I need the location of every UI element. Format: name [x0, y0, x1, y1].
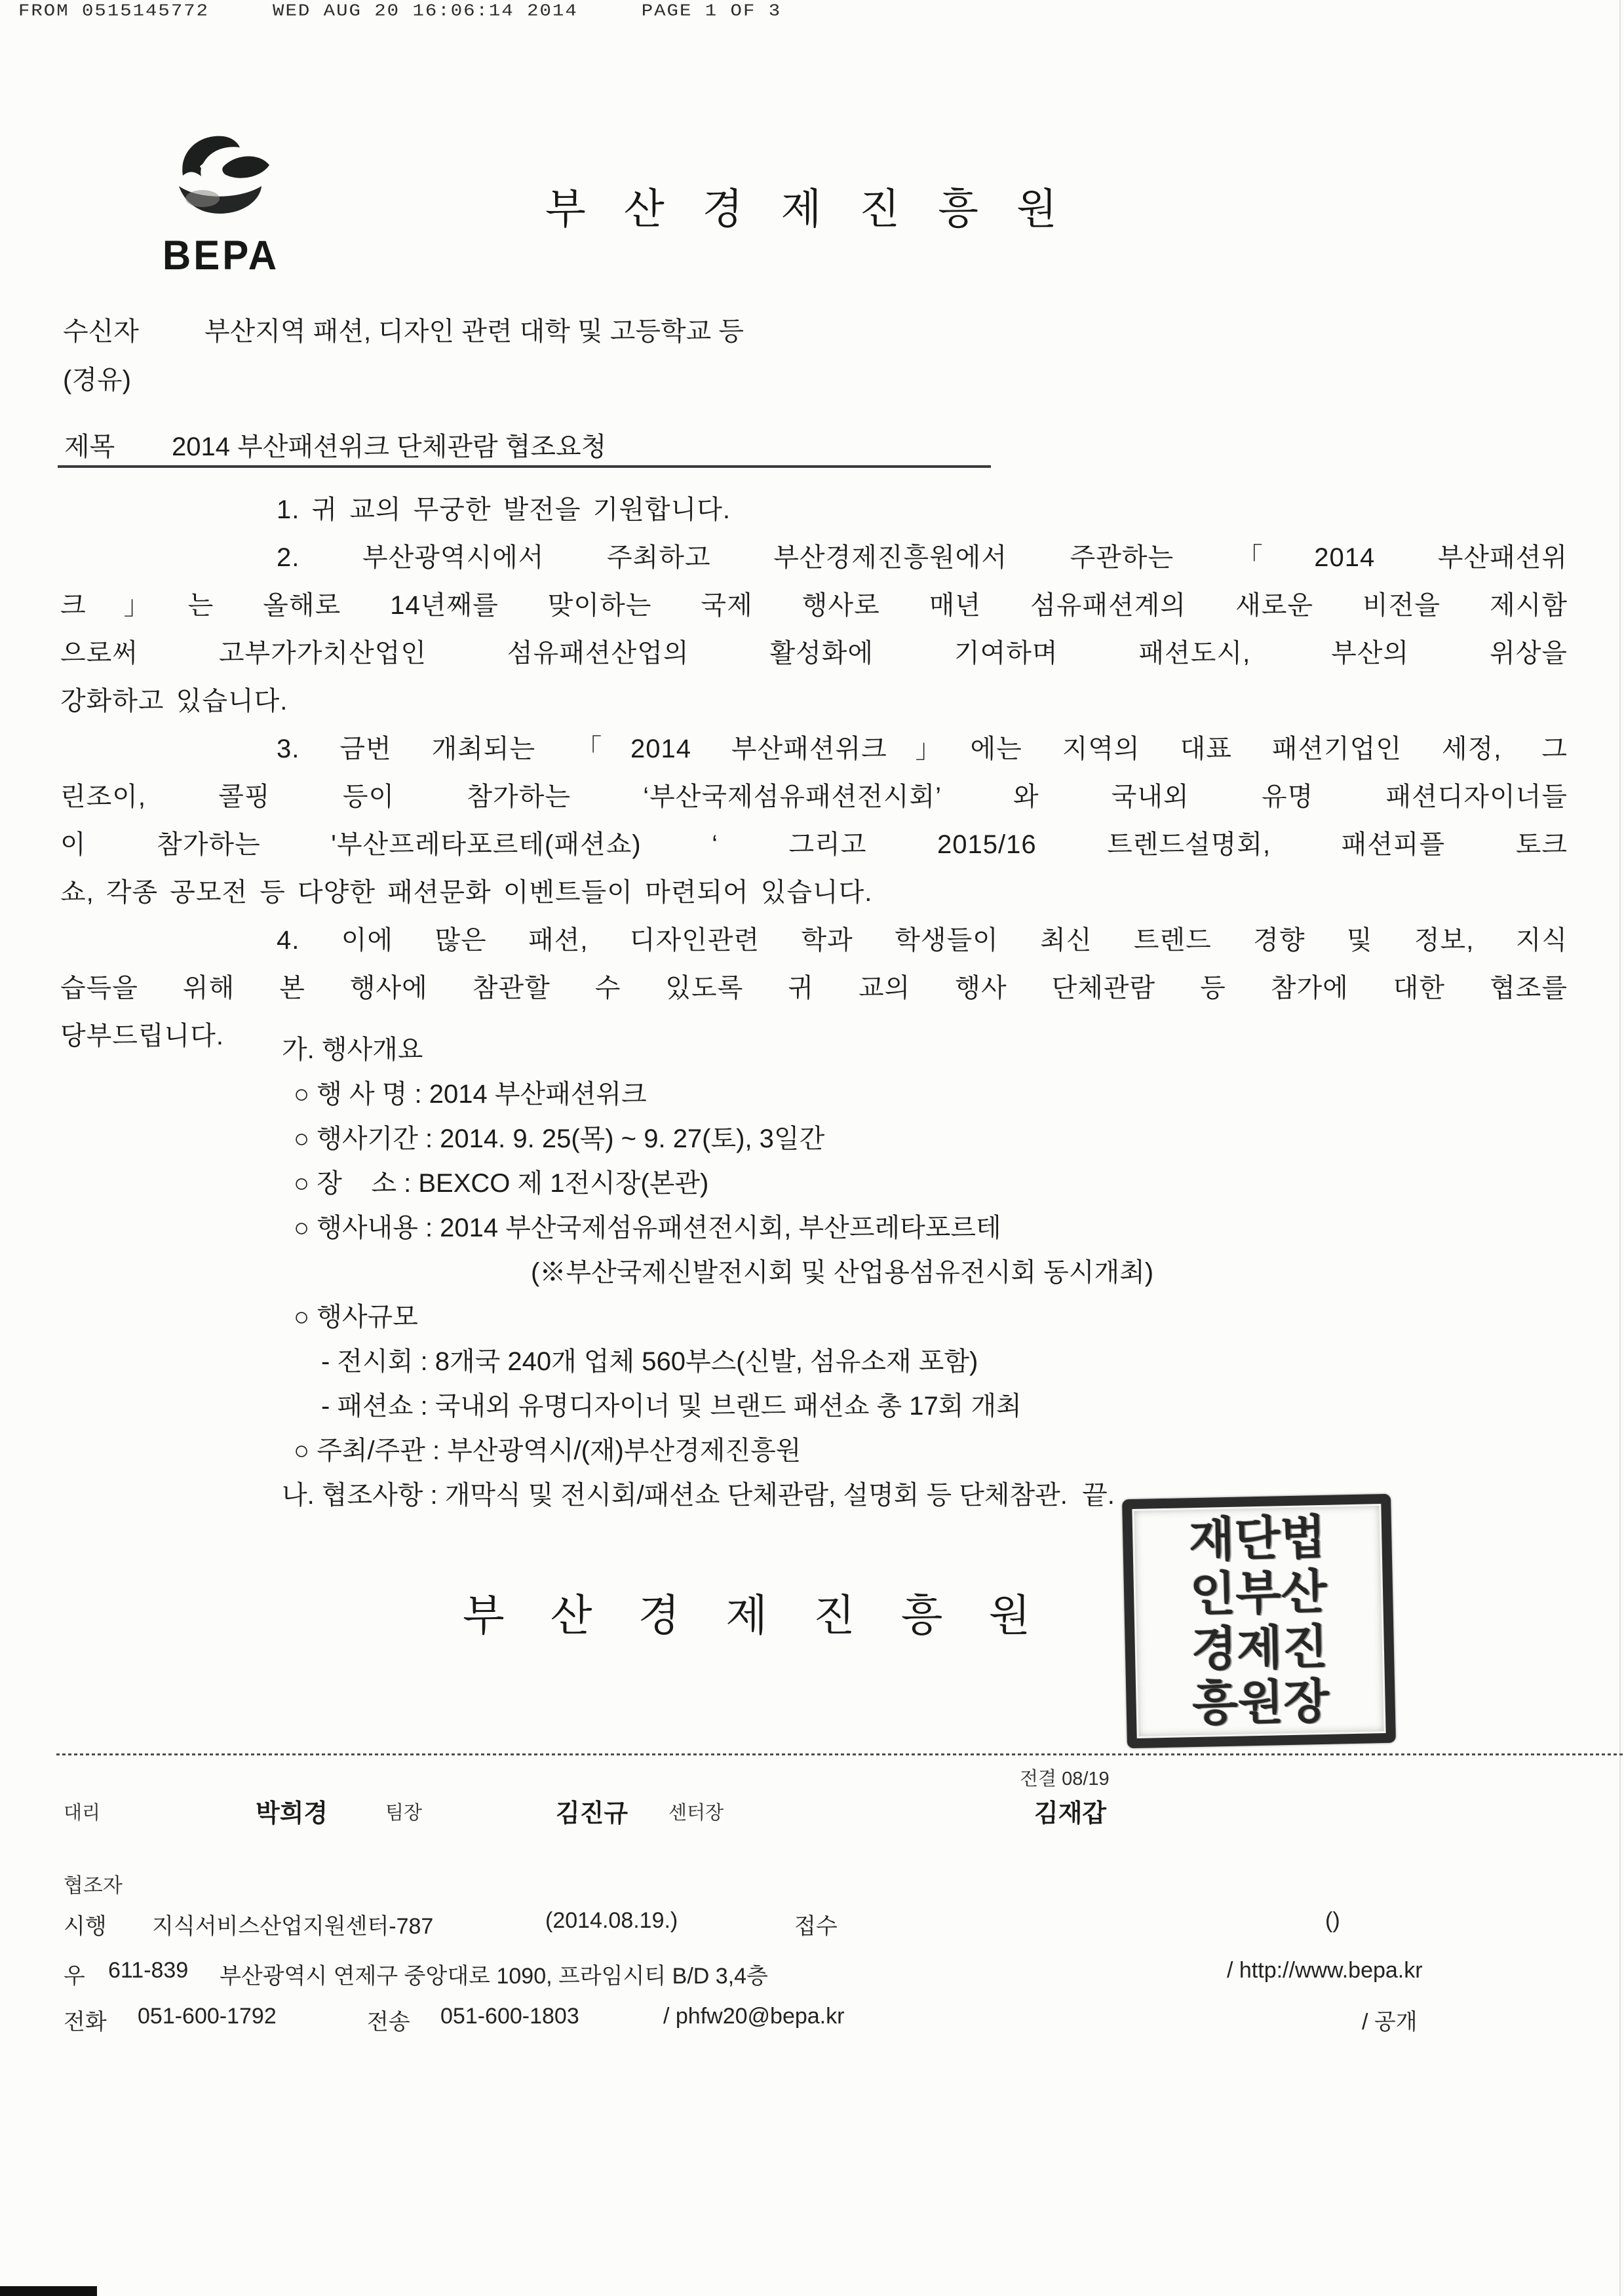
- email-address: / phfw20@bepa.kr: [663, 2004, 845, 2029]
- subject-underline: [58, 465, 991, 468]
- team-lead-title: 팀장: [385, 1803, 423, 1824]
- body-line: 크」는 올해로 14년째를 맞이하는 국제 행사로 매년 섬유패션계의 새로운 비전을 제시함: [60, 591, 1568, 620]
- fax-label: 전송: [367, 2010, 410, 2035]
- street-address: 부산광역시 연제구 중앙대로 1090, 프라임시티 B/D 3,4층: [220, 1964, 768, 1989]
- outline-line: 가. 행사개요: [282, 1035, 423, 1064]
- seal-row: 경제진: [1190, 1620, 1329, 1676]
- body-line: 강화하고 있습니다.: [60, 687, 288, 716]
- approval-note: 전결 08/19: [1020, 1769, 1110, 1789]
- receipt-value: (): [1325, 1908, 1340, 1933]
- closing-signature: 부산경제진흥원: [463, 1591, 1077, 1639]
- outline-line: ○ 행사내용 : 2014 부산국제섬유패션전시회, 부산프레타포르테: [294, 1214, 1001, 1242]
- outline-line: ○ 행사규모: [294, 1303, 418, 1331]
- outline-line: ○ 행사기간 : 2014. 9. 25(목) ~ 9. 27(토), 3일간: [294, 1124, 825, 1153]
- postal-code: 611-839: [108, 1958, 189, 1983]
- seal-row: 흥원장: [1191, 1675, 1330, 1731]
- body-line: 2. 부산광역시에서 주최하고 부산경제진흥원에서 주관하는 「2014 부산패션위: [277, 543, 1568, 572]
- bepa-logo-text: BEPA: [162, 232, 280, 278]
- official-seal-stamp: [1122, 1494, 1396, 1749]
- outline-line: - 전시회 : 8개국 240개 업체 560부스(신발, 섬유소재 포함): [321, 1347, 978, 1376]
- body-line: 1. 귀 교의 무궁한 발전을 기원합니다.: [277, 495, 731, 524]
- letterhead-title: 부산경제진흥원: [545, 185, 1095, 233]
- subject-label: 제목: [64, 432, 115, 461]
- fax-number: 051-600-1803: [440, 2004, 579, 2029]
- dispatch-date: (2014.08.19.): [545, 1908, 678, 1933]
- seal-row: 인부산: [1189, 1566, 1328, 1622]
- body-line: 3. 금번 개최되는 「2014 부산패션위크」에는 지역의 대표 패션기업인 세정, 그: [277, 735, 1568, 763]
- tel-number: 051-600-1792: [138, 2004, 277, 2029]
- drafter-title: 대리: [64, 1803, 101, 1824]
- scan-edge-line: [1619, 0, 1621, 2296]
- seal-row: 재단법: [1188, 1511, 1326, 1567]
- body-line: 습득을 위해 본 행사에 참관할 수 있도록 귀 교의 행사 단체관람 등 참가에 대한 협조를: [60, 974, 1568, 1003]
- team-lead-name: 김진규: [556, 1800, 628, 1827]
- via-line: (경유): [63, 366, 131, 394]
- body-line: 당부드립니다.: [60, 1022, 224, 1050]
- letter-body: [60, 486, 1568, 1060]
- receipt-label: 접수: [794, 1914, 838, 1939]
- outline-line: 나. 협조사항 : 개막식 및 전시회/패션쇼 단체관람, 설명회 등 단체참관. 끝.: [282, 1481, 1115, 1510]
- cooperator-label: 협조자: [64, 1874, 123, 1897]
- bepa-logo: [152, 130, 290, 278]
- disclosure-label: / 공개: [1362, 2010, 1418, 2035]
- outline-line: ○ 장 소 : BEXCO 제 1전시장(본관): [294, 1169, 709, 1198]
- event-outline: [60, 1027, 1594, 1518]
- tel-label: 전화: [64, 2010, 107, 2035]
- center-head-name: 김재갑: [1034, 1800, 1107, 1827]
- website-url: / http://www.bepa.kr: [1227, 1958, 1423, 1983]
- outline-line: - 패션쇼 : 국내외 유명디자이너 및 브랜드 패션쇼 총 17회 개최: [321, 1392, 1022, 1421]
- body-line: 4. 이에 많은 패션, 디자인관련 학과 학생들이 최신 트렌드 경향 및 정보, 지식: [277, 926, 1568, 955]
- postal-label: 우: [64, 1964, 85, 1989]
- subject-value: 2014 부산패션위크 단체관람 협조요청: [172, 432, 607, 461]
- outline-line: (※부산국제신발전시회 및 산업용섬유전시회 동시개최): [531, 1258, 1154, 1287]
- recipient-value: 부산지역 패션, 디자인 관련 대학 및 고등학교 등: [204, 317, 744, 346]
- body-line: 이 참가하는 '부산프레타포르테(패션쇼) ‘ 그리고 2015/16 트렌드설명회, 패션피플 토크: [60, 830, 1568, 859]
- outline-line: ○ 주최/주관 : 부산광역시/(재)부산경제진흥원: [294, 1436, 802, 1465]
- dispatch-doc-number: 지식서비스산업지원센터-787: [152, 1914, 434, 1939]
- bepa-bird-logo-icon: [157, 221, 285, 232]
- recipient-label: 수신자: [63, 317, 139, 346]
- body-line: 으로써 고부가가치산업인 섬유패션산업의 활성화에 기여하며 패션도시, 부산의 위상을: [60, 639, 1568, 668]
- footer-divider: [56, 1753, 1624, 1755]
- fax-transmission-header: FROM 0515145772 WED AUG 20 16:06:14 2014 PAGE 1 OF 3: [18, 1, 782, 21]
- scan-artifact-mark: [0, 2286, 97, 2296]
- dispatch-label: 시행: [64, 1914, 107, 1939]
- outline-line: ○ 행 사 명 : 2014 부산패션위크: [294, 1080, 647, 1109]
- body-line: 쇼, 각종 공모전 등 다양한 패션문화 이벤트들이 마련되어 있습니다.: [60, 878, 873, 907]
- drafter-name: 박희경: [256, 1800, 328, 1827]
- body-line: 린조이, 콜핑 등이 참가하는 ‘부산국제섬유패션전시회’ 와 국내외 유명 패션디자이너들: [60, 782, 1568, 811]
- center-head-title: 센터장: [668, 1803, 724, 1824]
